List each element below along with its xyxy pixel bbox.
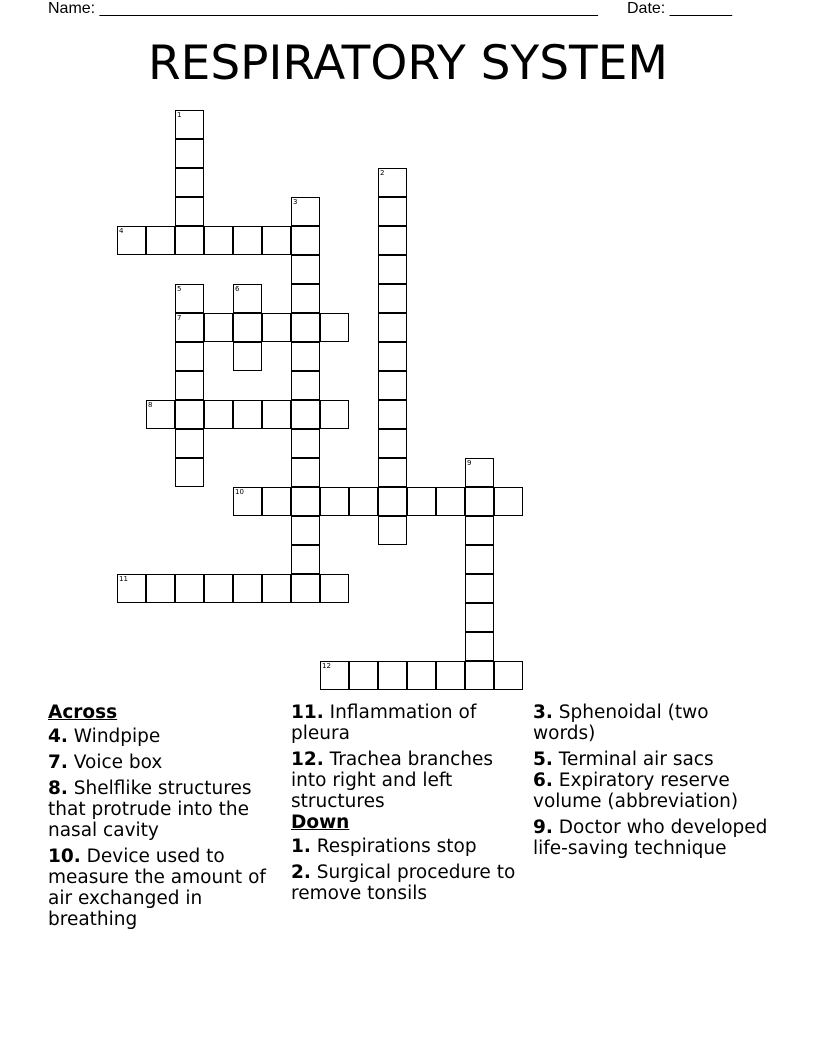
clue-number-label: 9 (467, 459, 472, 467)
crossword-cell[interactable] (291, 574, 320, 603)
crossword-cell[interactable] (291, 545, 320, 574)
crossword-cell[interactable] (378, 226, 407, 255)
crossword-cell[interactable] (175, 226, 204, 255)
crossword-cell[interactable] (233, 284, 262, 313)
name-field[interactable]: Name: ________________________________________________________ (48, 0, 598, 17)
crossword-cell[interactable] (291, 516, 320, 545)
across-heading: Across (48, 702, 118, 723)
crossword-cell[interactable] (117, 574, 146, 603)
crossword-cell[interactable] (146, 226, 175, 255)
crossword-cell[interactable] (262, 313, 291, 342)
clue-down-3: 3. Sphenoidal (two words) (533, 702, 709, 744)
crossword-cell[interactable] (436, 661, 465, 690)
crossword-cell[interactable] (233, 313, 262, 342)
crossword-cell[interactable] (204, 400, 233, 429)
crossword-cell[interactable] (320, 313, 349, 342)
crossword-cell[interactable] (175, 284, 204, 313)
crossword-cell[interactable] (378, 168, 407, 197)
crossword-cell[interactable] (175, 139, 204, 168)
crossword-cell[interactable] (175, 400, 204, 429)
crossword-cell[interactable] (349, 487, 378, 516)
crossword-cell[interactable] (465, 574, 494, 603)
crossword-cell[interactable] (378, 400, 407, 429)
crossword-cell[interactable] (175, 371, 204, 400)
crossword-cell[interactable] (291, 313, 320, 342)
down-heading: Down (291, 812, 350, 833)
crossword-cell[interactable] (349, 661, 378, 690)
crossword-cell[interactable] (436, 487, 465, 516)
clue-number-label: 1 (177, 111, 182, 119)
clue-column-1 (48, 702, 280, 935)
clue-number-label: 5 (177, 285, 182, 293)
crossword-cell[interactable] (378, 255, 407, 284)
clue-across-11: 11. Inflammation of pleura (291, 702, 477, 744)
crossword-cell[interactable] (494, 661, 523, 690)
page-title: RESPIRATORY SYSTEM (148, 36, 668, 91)
clue-across-4: 4. Windpipe (48, 726, 161, 747)
crossword-cell[interactable] (465, 516, 494, 545)
crossword-cell[interactable] (378, 284, 407, 313)
crossword-cell[interactable] (378, 516, 407, 545)
crossword-cell[interactable] (204, 574, 233, 603)
crossword-cell[interactable] (378, 342, 407, 371)
crossword-cell[interactable] (175, 342, 204, 371)
crossword-cell[interactable] (320, 574, 349, 603)
crossword-cell[interactable] (465, 661, 494, 690)
crossword-cell[interactable] (291, 487, 320, 516)
crossword-cell[interactable] (204, 226, 233, 255)
crossword-cell[interactable] (291, 342, 320, 371)
crossword-cell[interactable] (175, 110, 204, 139)
clue-down-5: 5. Terminal air sacs (533, 749, 714, 770)
clue-number-label: 12 (322, 662, 331, 670)
crossword-cell[interactable] (320, 661, 349, 690)
crossword-cell[interactable] (291, 226, 320, 255)
crossword-cell[interactable] (233, 226, 262, 255)
crossword-cell[interactable] (233, 487, 262, 516)
crossword-cell[interactable] (465, 458, 494, 487)
clue-number-label: 2 (380, 169, 385, 177)
crossword-cell[interactable] (320, 487, 349, 516)
crossword-cell[interactable] (407, 661, 436, 690)
crossword-cell[interactable] (233, 574, 262, 603)
crossword-cell[interactable] (117, 226, 146, 255)
crossword-cell[interactable] (378, 661, 407, 690)
clue-number-label: 4 (119, 227, 124, 235)
crossword-cell[interactable] (465, 603, 494, 632)
crossword-cell[interactable] (407, 487, 436, 516)
crossword-cell[interactable] (494, 487, 523, 516)
crossword-cell[interactable] (146, 574, 175, 603)
clue-number-label: 6 (235, 285, 240, 293)
crossword-cell[interactable] (378, 313, 407, 342)
clue-down-1: 1. Respirations stop (291, 836, 477, 857)
crossword-cell[interactable] (291, 429, 320, 458)
clue-number-label: 11 (119, 575, 128, 583)
crossword-cell[interactable] (262, 487, 291, 516)
clue-column-2 (291, 702, 521, 909)
clue-number-label: 10 (235, 488, 244, 496)
crossword-cell[interactable] (233, 400, 262, 429)
crossword-cell[interactable] (291, 458, 320, 487)
clue-number-label: 7 (177, 314, 182, 322)
crossword-cell[interactable] (291, 197, 320, 226)
date-field[interactable]: Date: _______ (627, 0, 732, 17)
crossword-cell[interactable] (465, 632, 494, 661)
clue-down-6: 6. Expiratory reserve volume (abbreviation) (533, 770, 739, 812)
crossword-cell[interactable] (175, 458, 204, 487)
crossword-cell[interactable] (175, 574, 204, 603)
crossword-cell[interactable] (378, 458, 407, 487)
crossword-cell[interactable] (146, 400, 175, 429)
crossword-cell[interactable] (175, 197, 204, 226)
crossword-cell[interactable] (262, 226, 291, 255)
clue-across-10: 10. Device used to measure the amount of air exchanged in breathing (48, 846, 266, 930)
clue-across-12: 12. Trachea branches into right and left structures (291, 749, 494, 812)
clue-across-7: 7. Voice box (48, 752, 163, 773)
clue-down-2: 2. Surgical procedure to remove tonsils (291, 862, 516, 904)
crossword-cell[interactable] (233, 342, 262, 371)
crossword-cell[interactable] (378, 487, 407, 516)
crossword-cell[interactable] (465, 487, 494, 516)
crossword-cell[interactable] (175, 313, 204, 342)
clue-number-label: 8 (148, 401, 153, 409)
crossword-cell[interactable] (175, 168, 204, 197)
crossword-cell[interactable] (291, 400, 320, 429)
crossword-cell[interactable] (378, 429, 407, 458)
clue-across-8: 8. Shelflike structures that protrude into the nasal cavity (48, 778, 252, 841)
crossword-cell[interactable] (465, 545, 494, 574)
crossword-cell[interactable] (378, 371, 407, 400)
crossword-cell[interactable] (291, 284, 320, 313)
crossword-cell[interactable] (291, 371, 320, 400)
crossword-cell[interactable] (204, 313, 233, 342)
clue-down-9: 9. Doctor who developed life-saving technique (533, 817, 768, 859)
crossword-cell[interactable] (262, 574, 291, 603)
crossword-cell[interactable] (378, 197, 407, 226)
clue-number-label: 3 (293, 198, 298, 206)
clue-column-3 (533, 702, 768, 864)
crossword-cell[interactable] (320, 400, 349, 429)
crossword-cell[interactable] (262, 400, 291, 429)
crossword-cell[interactable] (175, 429, 204, 458)
crossword-cell[interactable] (291, 255, 320, 284)
